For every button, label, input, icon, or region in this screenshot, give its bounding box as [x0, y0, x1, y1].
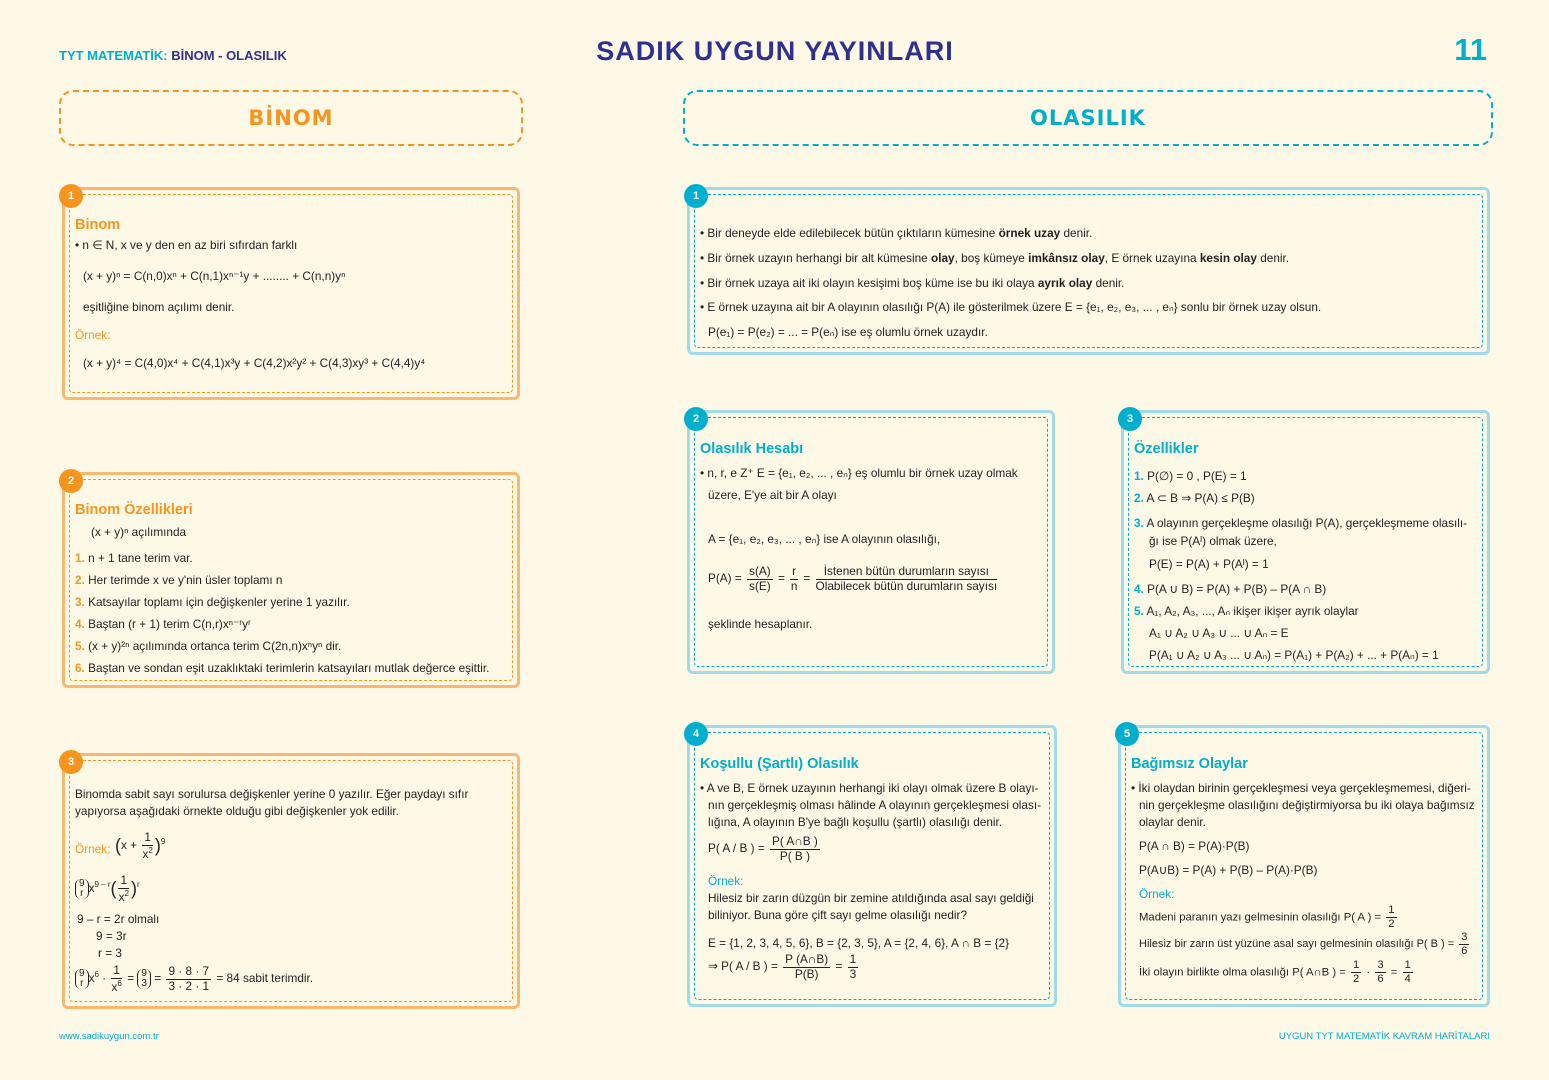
example-label: Örnek: — [1139, 887, 1175, 901]
binom-banner: BİNOM — [59, 90, 523, 146]
card-text: biliniyor. Buna göre çift sayı gelme olasılığı nedir? — [708, 908, 968, 922]
card-text: • Bir örnek uzaya ait iki olayın kesişimi boş küme ise bu iki olaya ayrık olay denir. — [700, 276, 1125, 290]
probability-formula: P(A) = $\frac{s(A)}{s(E)}$ = $\frac{r}{n}$ = $\frac{\text{İstenen bütün durumların sayısı}}{\text{Olabilecek bütün durumların sayısı}}$ — [708, 564, 998, 593]
subject-heading — [59, 48, 287, 63]
formula-line: P(A ∩ B) = P(A)·P(B) — [1139, 839, 1250, 853]
binom-properties-card — [62, 472, 520, 688]
result-formula: ⇒ P( A / B ) = $\frac{P (A\cap B)}{P(B)}$ = $\frac{1}{3}$ — [708, 952, 857, 981]
card-text: nın gerçekleşmiş olması hâlinde A olayının gerçekleşmesi olası- — [708, 798, 1042, 812]
card-text: şeklinde hesaplanır. — [708, 617, 813, 631]
card-text: • A ve B, E örnek uzayının herhangi iki olayı olmak üzere B olayı- — [700, 781, 1039, 795]
list-item: 6. Baştan ve sondan eşit uzaklıktaki terimlerin katsayıları mutlak değerce eşittir. — [75, 661, 490, 675]
list-item: P(E) = P(A) + P(Aᴵ) = 1 — [1149, 557, 1269, 571]
olasilik-banner: OLASILIK — [683, 90, 1493, 146]
card-title: Özellikler — [1134, 441, 1199, 457]
example-line: Hilesiz bir zarın üst yüzüne asal sayı gelmesinin olasılığı P( B ) = $\frac{3}{6}$ — [1139, 931, 1468, 957]
subject-prefix: TYT MATEMATİK: — [59, 48, 168, 63]
list-item: 3. Katsayılar toplamı için değişkenler yerine 1 yazılır. — [75, 595, 350, 609]
result-line: 9 r $x^6$ · $\frac{1}{x^6}$ = 9 3 = $\frac{9 \cdot 8 \cdot 7}{3 \cdot 2 \cdot 1}$ = 84 sabit terimdir. — [75, 964, 313, 994]
list-item: 1. P(∅) = 0 , P(E) = 1 — [1134, 469, 1247, 483]
list-item: 4. P(A ∪ B) = P(A) + P(B) – P(A ∩ B) — [1134, 582, 1327, 596]
list-item: 2. A ⊂ B ⇒ P(A) ≤ P(B) — [1134, 491, 1255, 505]
list-item: 1. n + 1 tane terim var. — [75, 551, 193, 565]
example-label: Örnek: — [75, 842, 111, 856]
series-title: UYGUN TYT MATEMATİK KAVRAM HARİTALARI — [1278, 1031, 1490, 1042]
page-number: 11 — [1454, 32, 1487, 67]
card-text: • Bir deneyde elde edilebilecek bütün çıktıların kümesine örnek uzay denir. — [700, 226, 1093, 240]
example-label: Örnek: — [708, 874, 744, 888]
list-item: 5. (x + y)²ⁿ açılımında ortanca terim C(2n,n)xⁿyⁿ dir. — [75, 639, 342, 653]
card-text: Hilesiz bir zarın düzgün bir zemine atıldığında asal sayı geldiği — [708, 891, 1034, 905]
general-term: 9 r $x^{9 - r}$( $\frac{1}{x^2}$ )$^r$ — [75, 874, 140, 904]
card-text: • n, r, e Z⁺ E = {e₁, e₂, ... , eₙ} eş olumlu bir örnek uzay olmak — [700, 466, 1018, 480]
card-text: P(e₁) = P(e₂) = ... = P(eₙ) ise eş olumlu örnek uzaydır. — [708, 325, 988, 339]
example-formula: (x + y)⁴ = C(4,0)x⁴ + C(4,1)x³y + C(4,2)x²y² + C(4,3)xy³ + C(4,4)y⁴ — [83, 356, 426, 370]
card-text: eşitliğine binom açılımı denir. — [83, 300, 235, 314]
card-title: Binom Özellikleri — [75, 502, 193, 518]
list-item: P(A₁ ∪ A₂ ∪ A₃ ... ∪ Aₙ) = P(A₁) + P(A₂) + ... + P(Aₙ) = 1 — [1149, 648, 1439, 662]
publisher-title: SADIK UYGUN YAYINLARI — [596, 36, 954, 66]
card-number: 2 — [684, 407, 708, 431]
card-text: A = {e₁, e₂, e₃, ... , eₙ} ise A olayının olasılığı, — [708, 532, 941, 546]
step-line: 9 = 3r — [96, 929, 127, 943]
card-title: Olasılık Hesabı — [700, 441, 804, 457]
properties-card — [1121, 410, 1490, 674]
website-link[interactable]: www.sadikuygun.com.tr — [59, 1031, 159, 1042]
card-number: 4 — [684, 722, 708, 746]
example-label: Örnek: — [75, 328, 111, 342]
card-number: 1 — [59, 184, 83, 208]
list-item: 5. A₁, A₂, A₃, ..., Aₙ ikişer ikişer ayrık olaylar — [1134, 604, 1359, 618]
list-item: A₁ ∪ A₂ ∪ A₃ ∪ ... ∪ Aₙ = E — [1149, 626, 1289, 640]
probability-calc-card — [687, 410, 1055, 674]
binom-formula: (x + y)ⁿ = C(n,0)xⁿ + C(n,1)xⁿ⁻¹y + ........ + C(n,n)yⁿ — [83, 269, 346, 283]
subject-topic: BİNOM - OLASILIK — [171, 48, 287, 63]
independent-events-card — [1118, 725, 1490, 1007]
card-number: 3 — [59, 750, 83, 774]
example-expression: (x + $\frac{1}{x^2}$ )$^9$ — [115, 830, 166, 861]
card-number: 2 — [59, 469, 83, 493]
list-item: 2. Her terimde x ve y'nin üsler toplamı n — [75, 573, 283, 587]
card-title: Bağımsız Olaylar — [1131, 756, 1248, 772]
card-number: 5 — [1115, 722, 1139, 746]
card-title: Koşullu (Şartlı) Olasılık — [700, 756, 859, 772]
sample-space-card — [687, 187, 1490, 355]
card-text: E = {1, 2, 3, 4, 5, 6}, B = {2, 3, 5}, A = {2, 4, 6}, A ∩ B = {2} — [708, 936, 1010, 950]
card-number: 3 — [1118, 407, 1142, 431]
card-text: yapıyorsa aşağıdaki örnekte olduğu gibi değişkenler yok edilir. — [75, 804, 399, 818]
example-line: Madeni paranın yazı gelmesinin olasılığı P( A ) = $\frac{1}{2}$ — [1139, 904, 1395, 930]
card-number: 1 — [684, 184, 708, 208]
formula-line: P(A∪B) = P(A) + P(B) – P(A)·P(B) — [1139, 863, 1318, 877]
card-title: Binom — [75, 217, 121, 233]
card-text: • n ∈ N, x ve y den en az biri sıfırdan farklı — [75, 238, 298, 252]
card-text: nin gerçekleşme olasılığını değiştirmiyorsa bu iki olaya bağımsız — [1139, 798, 1475, 812]
list-item: 3. A olayının gerçekleşme olasılığı P(A), gerçekleşmeme olasılı- — [1134, 516, 1468, 530]
example-line: İki olayın birlikte olma olasılığı P( A∩B ) = $\frac{1}{2}$ · $\frac{3}{6}$ = $\frac{1}{4}$ — [1139, 959, 1411, 985]
list-item: 4. Baştan (r + 1) terim C(n,r)xⁿ⁻ʳyʳ — [75, 617, 251, 631]
binom-card — [62, 187, 520, 400]
card-text: lığına, A olayının B'ye bağlı koşullu (şartlı) olasılığı denir. — [708, 815, 1003, 829]
conditional-probability-card — [687, 725, 1057, 1007]
card-text: üzere, E'ye ait bir A olayı — [708, 488, 837, 502]
step-line: 9 – r = 2r olmalı — [77, 912, 160, 926]
step-line: r = 3 — [98, 946, 122, 960]
card-text: • E örnek uzayına ait bir A olayının olasılığı P(A) ile gösterilmek üzere E = {e₁, e₂, e₃, ... , eₙ} sonlu bir örnek uzay olsun. — [700, 300, 1322, 314]
card-text: (x + y)ⁿ açılımında — [91, 525, 187, 539]
card-text: Binomda sabit sayı sorulursa değişkenler yerine 0 yazılır. Eğer paydayı sıfır — [75, 787, 469, 801]
conditional-formula: P( A / B ) = $\frac{P( A\cap B )}{P( B )}$ — [708, 834, 818, 863]
list-item: ğı ise P(Aᴵ) olmak üzere, — [1149, 534, 1277, 548]
card-text: olaylar denir. — [1139, 815, 1206, 829]
card-text: • Bir örnek uzayın herhangi bir alt kümesine olay, boş kümeye imkânsız olay, E örnek uzayına kesin olay denir. — [700, 251, 1290, 265]
card-text: • İki olaydan birinin gerçekleşmesi veya gerçekleşmemesi, diğeri- — [1131, 781, 1471, 795]
constant-term-card — [62, 753, 520, 1009]
